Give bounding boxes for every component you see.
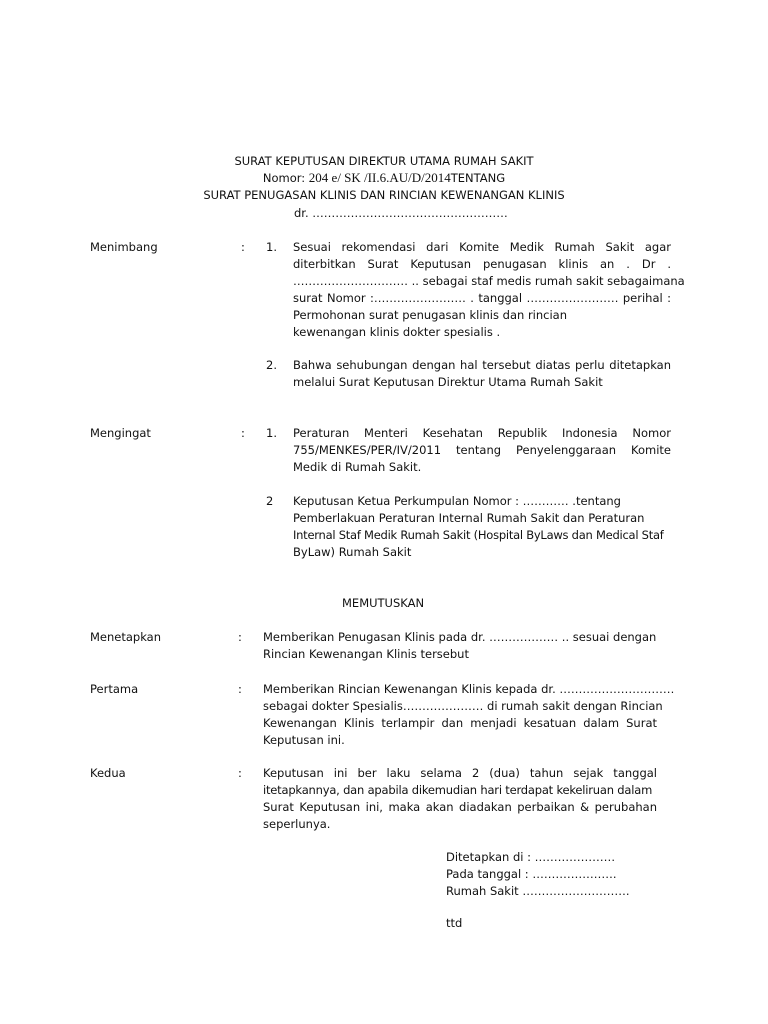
menimbang-item1-number: 1. [266,240,277,254]
mengingat-colon: : [241,426,245,440]
text-line: Keputusan ini ber laku selama 2 (dua) tahun sejak tanggal [263,766,657,780]
text-line: seperlunya. [263,817,331,831]
nomor-line [0,170,768,186]
mengingat-item2-number: 2 [266,494,274,508]
text-line: Bahwa sehubungan dengan hal tersebut diatas perlu ditetapkan [293,358,671,372]
text-line: Permohonan surat penugasan klinis dan rincian [293,308,568,322]
ttd-label: ttd [446,916,463,930]
mengingat-label: Mengingat [90,426,151,440]
nomor-label: Nomor: [262,171,309,185]
mengingat-item1-number: 1. [266,426,277,440]
menimbang-label: Menimbang [90,240,158,254]
nomor-value: 204 e/ SK /II.6.AU/D/2014 [308,170,451,185]
text-line: Keputusan ini. [263,733,345,747]
text-line: Memberikan Rincian Kewenangan Klinis kepada dr. ………………………… [263,682,675,696]
pertama-label: Pertama [90,682,139,696]
document-title: SURAT KEPUTUSAN DIREKTUR UTAMA RUMAH SAKIT [234,154,534,168]
pertama-colon: : [238,682,242,696]
text-line: Sesuai rekomendasi dari Komite Medik Rumah Sakit agar [293,240,671,254]
text-line: 755/MENKES/PER/IV/2011 tentang Penyelenggaraan Komite [293,443,671,457]
memutuskan-heading: MEMUTUSKAN [342,596,425,610]
text-line: melalui Surat Keputusan Direktur Utama Rumah Sakit [293,375,603,389]
text-line: itetapkannya, dan apabila dikemudian hari terdapat kekeliruan dalam [263,783,653,797]
menimbang-colon: : [241,240,245,254]
tentang-label: TENTANG [450,171,506,185]
kedua-label: Kedua [90,766,126,780]
pada-tanggal: Pada tanggal : …………………. [446,867,617,881]
text-line: sebagai dokter Spesialis………………… di rumah sakit dengan Rincian [263,699,663,713]
text-line: Rincian Kewenangan Klinis tersebut [263,647,469,661]
text-line: diterbitkan Surat Keputusan penugasan klinis an . Dr . [293,257,671,271]
rumah-sakit: Rumah Sakit ………………………. [446,884,630,898]
text-line: ByLaw) Rumah Sakit [293,545,412,559]
text-line: ………………………… .. sebagai staf medis rumah sakit sebagaimana [293,274,685,288]
text-line: Internal Staf Medik Rumah Sakit (Hospital ByLaws dan Medical Staf [293,528,664,542]
text-line: Kewenangan Klinis terlampir dan menjadi kesatuan dalam Surat [263,716,657,730]
document-subtitle: SURAT PENUGASAN KLINIS DAN RINCIAN KEWENANGAN KLINIS [203,188,565,202]
menimbang-item2-number: 2. [266,358,277,372]
text-line: Pemberlakuan Peraturan Internal Rumah Sakit dan Peraturan [293,511,645,525]
menetapkan-colon: : [238,630,242,644]
text-line: surat Nomor :…………………… . tanggal …………………… perihal : [293,291,671,305]
text-line: Memberikan Penugasan Klinis pada dr. ……………… .. sesuai dengan [263,630,657,644]
text-line: Peraturan Menteri Kesehatan Republik Indonesia Nomor [293,426,671,440]
text-line: kewenangan klinis dokter spesialis . [293,325,501,339]
kedua-colon: : [238,766,242,780]
doctor-name-line: dr. …………………………………………… [294,206,508,220]
text-line: Medik di Rumah Sakit. [293,460,422,474]
text-line: Keputusan Ketua Perkumpulan Nomor : ………… .tentang [293,494,621,508]
text-line: Surat Keputusan ini, maka akan diadakan perbaikan & perubahan [263,800,657,814]
ditetapkan-di: Ditetapkan di : ………………… [446,850,616,864]
menetapkan-label: Menetapkan [90,630,162,644]
